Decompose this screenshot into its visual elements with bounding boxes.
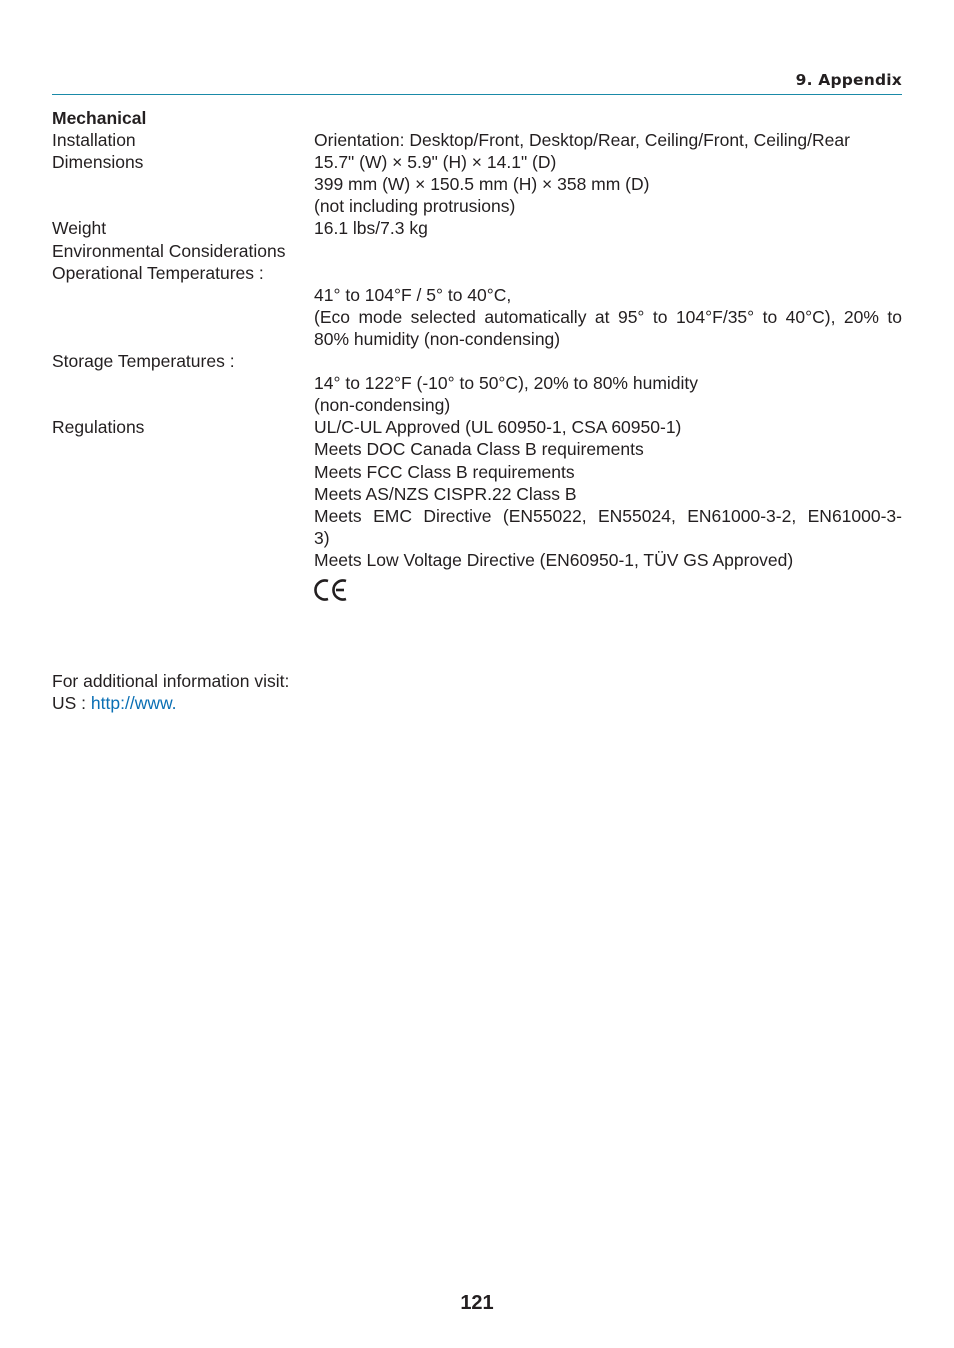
- spec-row-dimensions: [52, 151, 902, 217]
- spec-row-weight: [52, 217, 902, 239]
- mechanical-heading: Mechanical: [52, 108, 147, 128]
- us-website-link[interactable]: http://www.: [90, 693, 177, 714]
- spec-row-storage: [52, 372, 902, 416]
- spec-value-line: 399 mm (W) × 150.5 mm (H) × 358 mm (D): [314, 174, 650, 195]
- spec-row-installation: [52, 129, 902, 151]
- spec-value-line: 14° to 122°F (-10° to 50°C), 20% to 80% humidity: [314, 373, 699, 394]
- spec-row-operational: [52, 284, 902, 350]
- spec-value-line: (not including protrusions): [314, 196, 516, 217]
- spec-label-storage: Storage Temperatures :: [52, 351, 235, 372]
- spec-value-line: Meets FCC Class B requirements: [314, 461, 575, 482]
- spec-label: Regulations: [52, 417, 145, 438]
- section-title-header: 9. Appendix: [795, 71, 902, 89]
- us-prefix: US :: [52, 693, 87, 714]
- spec-value: Orientation: Desktop/Front, Desktop/Rear, Ceiling/Front, Ceiling/Rear: [314, 130, 850, 151]
- additional-info: [52, 670, 289, 714]
- page-header: [52, 70, 902, 95]
- spec-value-line: Meets EMC Directive (EN55022, EN55024, EN61000-3-2, EN61000-3-: [314, 505, 902, 526]
- spec-value-line: UL/C-UL Approved (UL 60950-1, CSA 60950-1): [314, 417, 682, 438]
- spec-row-regulations: [52, 416, 902, 604]
- spec-value-line: 15.7" (W) × 5.9" (H) × 14.1" (D): [314, 152, 557, 173]
- spec-value-line: 41° to 104°F / 5° to 40°C,: [314, 284, 512, 305]
- additional-info-text: For additional information visit:: [52, 671, 290, 691]
- environment-heading: Environmental Considerations: [52, 240, 286, 261]
- specifications: [52, 107, 902, 604]
- spec-value-line: Meets Low Voltage Directive (EN60950-1, TÜV GS Approved): [314, 549, 794, 570]
- spec-value-line: Meets DOC Canada Class B requirements: [314, 439, 644, 460]
- us-link-line: [52, 692, 289, 714]
- spec-value-line: Meets AS/NZS CISPR.22 Class B: [314, 483, 577, 504]
- spec-label-operational: Operational Temperatures :: [52, 262, 264, 283]
- spec-value: 16.1 lbs/7.3 kg: [314, 218, 428, 239]
- spec-value-line: 3): [314, 527, 330, 548]
- spec-label: Installation: [52, 130, 136, 151]
- ce-mark-icon: [314, 576, 902, 604]
- spec-value-line: (Eco mode selected automatically at 95° to 104°F/35° to 40°C), 20% to: [314, 306, 902, 327]
- spec-label: Dimensions: [52, 152, 144, 173]
- spec-label: Weight: [52, 218, 107, 239]
- spec-value-line: 80% humidity (non-condensing): [314, 328, 561, 349]
- spec-value-line: (non-condensing): [314, 395, 451, 416]
- page-number: 121: [460, 1292, 494, 1314]
